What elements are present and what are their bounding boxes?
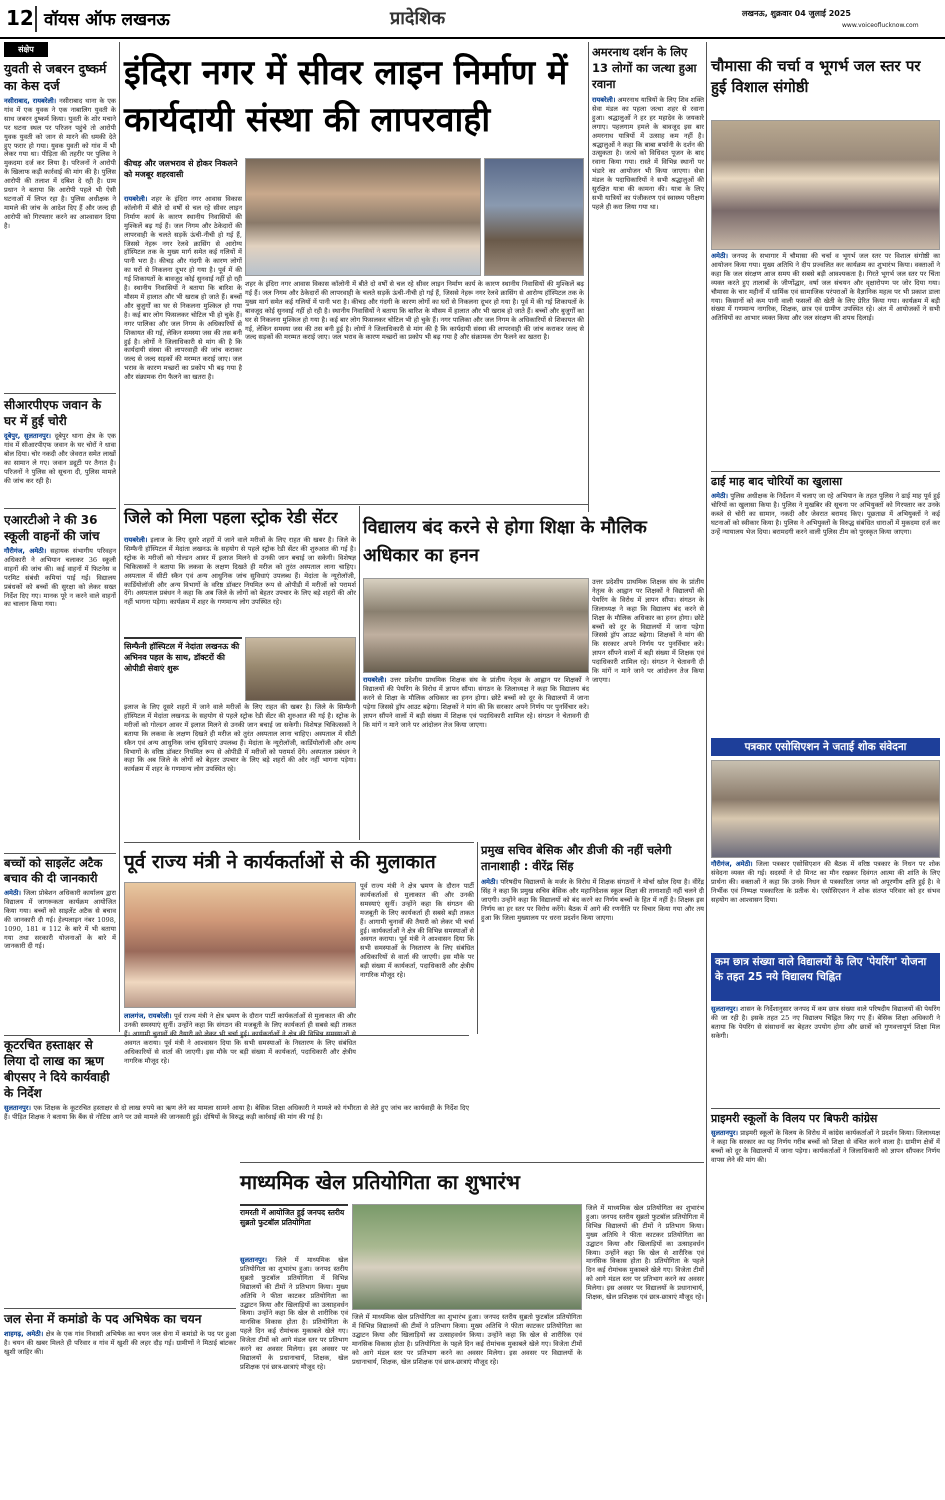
masthead — [0, 0, 945, 38]
pairing-dateline: सुलतानपुर। — [711, 1005, 738, 1013]
minister-photo — [124, 882, 356, 1008]
school-body-col2 — [592, 578, 704, 840]
brief-5-dateline: सुलतानपुर। — [4, 1104, 31, 1112]
brief-1-dateline: नसीराबाद, रायबरेली। — [4, 97, 57, 105]
theft-headline: ढाई माह बाद चोरियों का खुलासा — [711, 475, 843, 488]
brief-2-body: दूबेपुर थाना क्षेत्र के एक गांव में सीआरपीएफ जवान के घर चोरों ने धावा बोल दिया। चोर नकदी और जेवरात समेत लाखों का सामान ले गए। जवान ड्यूटी पर तैनात है। परिजनों ने पुलिस को सूचना दी, पुलिस मामले की जांच कर रही है। — [4, 432, 116, 485]
issue-date: लखनऊ, शुक्रवार 04 जुलाई 2025 — [742, 9, 852, 18]
brief-4 — [4, 856, 116, 1034]
dictatorship-body: परिषदीय विद्यालयों के मर्जर के विरोध में शिक्षक संगठनों ने मोर्चा खोल दिया है। वीरेंद्र सिंह ने कहा कि प्रमुख सचिव बेसिक और महानिदेशक स्कूल शिक्षा की तानाशाही नहीं चलने दी जाएगी। उन्होंने कहा कि विद्यालयों को बंद करने का निर्णय बच्चों के हित में नहीं है। शिक्षक इस निर्णय का हर स्तर पर विरोध करेंगे। बैठक में आगे की रणनीति पर विचार किया गया और तय हुआ कि जिला मुख्यालय पर धरना प्रदर्शन किया जाएगा। — [481, 878, 704, 922]
sports-dateline: सुलतानपुर। — [240, 1256, 267, 1264]
minister-body-col1 — [124, 1012, 356, 1065]
sports-body-col1 — [240, 1256, 348, 1496]
stroke-photo — [245, 637, 356, 701]
brief-4-body: जिला प्रोबेशन अधिकारी कार्यालय द्वारा विद्यालय में जागरूकता कार्यक्रम आयोजित किया गया। बच्चों को साइलेंट अटैक से बचाव की जानकारी दी गई। हेल्पलाइन नंबर 1098, 1090, 181 व 112 के बारे में भी बताया गया तथा सरकारी योजनाओं के बारे में जानकारी दी गई। — [4, 889, 116, 951]
brief-1-body: नसीराबाद थाना के एक गांव में एक युवक ने एक नाबालिग युवती के साथ जबरन दुष्कर्म किया। युवती के शोर मचाने पर घटना स्थल पर परिजन पहुंचे तो आरोपी युवक युवती को जान से मारने की धमकी देते हुए फरार हो गया। युवक युवती को गांव में भी लेकर गया था। पीड़िता की तहरीर पर पुलिस ने मुकदमा दर्ज कर लिया है। परिजनों ने आरोपी के खिलाफ कड़ी कार्रवाई की मांग की है। पुलिस आरोपी की तलाश में दबिश दे रही है। ग्राम प्रधान ने बताया कि आरोपी पहले भी ऐसी घटनाओं में लिप्त रहा है। पुलिस अधीक्षक ने मामले की जांच के आदेश दिए हैं और जल्द ही आरोपी को गिरफ्तार करने का आश्वासन दिया है। — [4, 97, 116, 230]
sports-subhead-box — [240, 1204, 348, 1252]
theft-story — [711, 474, 940, 714]
stroke-body-cont: इलाज के लिए दूसरे शहरों में जाने वाले मरीजों के लिए राहत की खबर है। जिले के सिम्फैनी हॉस्पिटल में मेदांता लखनऊ के सहयोग से पहले स्ट्रोक रेडी सेंटर की शुरुआत की गई है। स्ट्रोक के मरीजों को गोल्डन आवर में इलाज मिलने से उनकी जान बचाई जा सकेगी। विशेषज्ञ चिकित्सकों ने बताया कि लकवा के लक्षण दिखते ही मरीज को तुरंत अस्पताल लाना चाहिए। अस्पताल में सीटी स्कैन एवं अन्य आधुनिक जांच सुविधाएं उपलब्ध हैं। मेदांता के न्यूरोलॉजी, कार्डियोलॉजी और अन्य विभागों के वरिष्ठ डॉक्टर नियमित रूप से ओपीडी में मरीजों को परामर्श देंगे। अस्पताल प्रबंधन ने कहा कि अब जिले के लोगों को बेहतर उपचार के लिए बड़े शहरों की ओर नहीं भागना पड़ेगा। कार्यक्रम में शहर के गणमान्य लोग उपस्थित रहे। — [124, 703, 356, 774]
journalist-dateline: गौरीगंज, अमेठी। — [711, 860, 753, 868]
primary-story — [711, 1111, 940, 1301]
page-number: 12 — [6, 6, 34, 30]
brief-3-headline: एआरटीओ ने की 36 स्कूली वाहनों की जांच — [4, 513, 100, 543]
lead-headline: इंदिरा नगर में सीवर लाइन निर्माण में कार्यदायी संस्था की लापरवाही — [124, 53, 568, 140]
sports-photo — [352, 1204, 582, 1310]
brief-2-dateline: दूबेपुर, सुलतानपुर। — [4, 432, 51, 440]
stroke-headline: जिले को मिला पहला स्ट्रोक रेडी सेंटर — [124, 508, 338, 527]
sports-body-cont: जिले में माध्यमिक खेल प्रतियोगिता का शुभारंभ हुआ। जनपद स्तरीय सुब्रतो फुटबॉल प्रतियोगिता में विभिन्न विद्यालयों की टीमों ने प्रतिभाग किया। मुख्य अतिथि ने फीता काटकर प्रतियोगिता का उद्घाटन किया और खिलाड़ियों का उत्साहवर्धन किया। उन्होंने कहा कि खेल से शारीरिक एवं मानसिक विकास होता है। प्रतियोगिता के पहले दिन कई रोमांचक मुकाबले खेले गए। विजेता टीमों को आगे मंडल स्तर पर प्रतिभाग करने का अवसर मिलेगा। इस अवसर पर विद्यालयों के प्रधानाचार्य, शिक्षक, खेल प्रशिक्षक एवं छात्र-छात्राएं मौजूद रहे। — [352, 1313, 582, 1366]
pairing-body: शासन के निर्देशानुसार जनपद में कम छात्र संख्या वाले परिषदीय विद्यालयों की पेयरिंग की जा रही है। इसके तहत 25 नए विद्यालय चिह्नित किए गए हैं। बेसिक शिक्षा अधिकारी ने बताया कि पेयरिंग से संसाधनों का बेहतर उपयोग होगा और छात्रों को गुणवत्तापूर्ण शिक्षा मिल सकेगी। — [711, 1005, 940, 1040]
brief-3-body: सहायक संभागीय परिवहन अधिकारी ने अभियान चलाकर 36 स्कूली वाहनों की जांच की। कई वाहनों में फिटनेस व परमिट संबंधी कमियां पाई गईं। विद्यालय प्रबंधकों को बच्चों की सुरक्षा को लेकर सख्त निर्देश दिए गए। मानक पूरे न करने वाले वाहनों का चालान किया गया। — [4, 547, 116, 609]
minister-body-cont: पूर्व राज्य मंत्री ने क्षेत्र भ्रमण के दौरान पार्टी कार्यकर्ताओं से मुलाकात की और उनकी समस्याएं सुनीं। उन्होंने कहा कि संगठन की मजबूती के लिए कार्यकर्ता ही सबसे बड़ी ताकत हैं। आगामी चुनावों की तैयारी को लेकर भी चर्चा हुई। कार्यकर्ताओं ने क्षेत्र की विभिन्न समस्याओं से अवगत कराया। पूर्व मंत्री ने आश्वासन दिया कि सभी समस्याओं के निस्तारण के लिए संबंधित अधिकारियों से वार्ता की जाएगी। इस मौके पर बड़ी संख्या में कार्यकर्ता, पदाधिकारी और क्षेत्रीय नागरिक मौजूद रहे। — [360, 882, 474, 980]
journalist-headline-box — [711, 738, 940, 756]
stroke-body-bottom — [124, 703, 356, 840]
primary-dateline: सुलतानपुर। — [711, 1129, 738, 1137]
paper-name: वॉयस ऑफ लखनऊ — [44, 10, 170, 30]
stroke-dateline: रायबरेली। — [124, 536, 148, 544]
stroke-body-top — [124, 536, 356, 634]
masthead-rule — [0, 37, 945, 39]
school-dateline: रायबरेली। — [363, 676, 387, 684]
section-title: प्रादेशिक — [390, 8, 446, 29]
sports-body: जिले में माध्यमिक खेल प्रतियोगिता का शुभारंभ हुआ। जनपद स्तरीय सुब्रतो फुटबॉल प्रतियोगिता में विभिन्न विद्यालयों की टीमों ने प्रतिभाग किया। मुख्य अतिथि ने फीता काटकर प्रतियोगिता का उद्घाटन किया और खिलाड़ियों का उत्साहवर्धन किया। उन्होंने कहा कि खेल से शारीरिक एवं मानसिक विकास होता है। प्रतियोगिता के पहले दिन कई रोमांचक मुकाबले खेले गए। विजेता टीमों को आगे मंडल स्तर पर प्रतिभाग करने का अवसर मिलेगा। इस अवसर पर विद्यालयों के प्रधानाचार्य, शिक्षक, खेल प्रशिक्षक एवं छात्र-छात्राएं मौजूद रहे। — [240, 1256, 348, 1371]
sports-headline: माध्यमिक खेल प्रतियोगिता का शुभारंभ — [240, 1170, 520, 1194]
brief-1-headline: युवती से जबरन दुष्कर्म का केस दर्ज — [4, 61, 107, 93]
brief-6-headline: जल सेना में कमांडो के पद अभिषेक का चयन — [4, 1312, 202, 1326]
minister-body-col2 — [360, 882, 474, 1032]
lead-subhead-box — [124, 158, 242, 192]
school-photo — [363, 578, 589, 673]
lead-dateline: रायबरेली। — [124, 195, 148, 203]
minister-dateline: लालगंज, रायबरेली। — [124, 1012, 172, 1020]
theft-dateline: अमेठी। — [711, 492, 729, 500]
sports-body-col3 — [586, 1204, 704, 1496]
lead-body-col2 — [245, 280, 584, 502]
minister-headline: पूर्व राज्य मंत्री ने कार्यकर्ताओं से की मुलाकात — [124, 851, 436, 873]
website: www.voiceoflucknow.com — [842, 22, 919, 29]
brief-3 — [4, 512, 116, 830]
lead-body-col1 — [124, 195, 242, 502]
stroke-subhead: सिम्फैनी हॉस्पिटल में नेदांता लखनऊ की अभिनव पहल के साथ, डॉक्टरों की ओपीडी सेवाएं शुरू — [124, 642, 240, 673]
brief-6-dateline: शाहगढ़, अमेठी। — [4, 1330, 44, 1338]
school-body: उत्तर प्रदेशीय प्राथमिक शिक्षक संघ के प्रांतीय नेतृत्व के आह्वान पर शिक्षकों ने विद्यालयों की पेयरिंग के विरोध में ज्ञापन सौंपा। संगठन के जिलाध्यक्ष ने कहा कि विद्यालय बंद करने से शिक्षा के मौलिक अधिकार का हनन होगा। छोटे बच्चों को दूर के विद्यालयों में जाना पड़ेगा जिससे ड्रॉप आउट बढ़ेगा। शिक्षकों ने मांग की कि सरकार अपने निर्णय पर पुनर्विचार करे। ज्ञापन सौंपने वालों में बड़ी संख्या में शिक्षक एवं पदाधिकारी शामिल रहे। संगठन ने चेतावनी दी कि मांगें न माने जाने पर आंदोलन तेज किया जाएगा। — [363, 676, 589, 729]
brief-6-body: क्षेत्र के एक गांव निवासी अभिषेक का चयन जल सेना में कमांडो के पद पर हुआ है। चयन की खबर मिलते ही परिवार व गांव में खुशी की लहर दौड़ गई। ग्रामीणों ने मिठाई बांटकर खुशी जाहिर की। — [4, 1330, 236, 1356]
sports-body-cont2: जिले में माध्यमिक खेल प्रतियोगिता का शुभारंभ हुआ। जनपद स्तरीय सुब्रतो फुटबॉल प्रतियोगिता में विभिन्न विद्यालयों की टीमों ने प्रतिभाग किया। मुख्य अतिथि ने फीता काटकर प्रतियोगिता का उद्घाटन किया और खिलाड़ियों का उत्साहवर्धन किया। उन्होंने कहा कि खेल से शारीरिक एवं मानसिक विकास होता है। प्रतियोगिता के पहले दिन कई रोमांचक मुकाबले खेले गए। विजेता टीमों को आगे मंडल स्तर पर प्रतिभाग करने का अवसर मिलेगा। इस अवसर पर विद्यालयों के प्रधानाचार्य, शिक्षक, खेल प्रशिक्षक एवं छात्र-छात्राएं मौजूद रहे। — [586, 1204, 704, 1302]
school-body-col1 — [363, 676, 589, 840]
primary-body: प्राइमरी स्कूलों के विलय के विरोध में कांग्रेस कार्यकर्ताओं ने प्रदर्शन किया। जिलाध्यक्ष ने कहा कि सरकार का यह निर्णय गरीब बच्चों को शिक्षा से वंचित करने वाला है। ग्रामीण क्षेत्रों में बच्चों को दूर के विद्यालयों में जाना पड़ेगा। कार्यकर्ताओं ने जिलाधिकारी को ज्ञापन सौंपकर निर्णय वापस लेने की मांग की। — [711, 1129, 940, 1164]
pairing-headline: कम छात्र संख्या वाले विद्यालयों के लिए 'पेयरिंग' योजना के तहत 25 नये विद्यालय चिह्नित — [715, 956, 927, 983]
brief-5-headline: कूटरचित हस्ताक्षर से लिया दो लाख का ऋण बीएसए ने दिये कार्यवाही के निर्देश — [4, 1038, 110, 1100]
chaumasa-dateline: अमेठी। — [711, 252, 729, 260]
dictatorship-headline: प्रमुख सचिव बेसिक और डीजी की नहीं चलेगी तानाशाही : वीरेंद्र सिंह — [481, 843, 672, 873]
lead-body: शहर के इंदिरा नगर आवास विकास कॉलोनी में बीते दो वर्षों से चल रहे सीवर लाइन निर्माण कार्य के कारण स्थानीय निवासियों की मुश्किलें बढ़ गई हैं। जल निगम और ठेकेदारों की लापरवाही के चलते सड़कें ऊंची-नीची हो गई हैं, जिससे नेहरू नगर रेलवे क्रासिंग से आरोग्य हॉस्पिटल तक के मुख्य मार्ग समेत कई गलियों में पानी भरा है। कीचड़ और गंदगी के कारण लोगों का घरों से निकलना दूभर हो गया है। पूर्व में की गई शिकायतों के बावजूद कोई सुनवाई नहीं हो रही है। स्थानीय निवासियों ने बताया कि बारिश के मौसम में हालात और भी खराब हो जाते हैं। बच्चों और बुजुर्गों का घर से निकलना मुश्किल हो गया है। कई बार लोग फिसलकर चोटिल भी हो चुके हैं। नगर पालिका और जल निगम के अधिकारियों से शिकायत की गई, लेकिन समस्या जस की तस बनी हुई है। लोगों ने जिलाधिकारी से मांग की है कि कार्यदायी संस्था की लापरवाही की जांच कराकर जल्द से जल्द सड़कों की मरम्मत कराई जाए। जल भराव के कारण मच्छरों का प्रकोप भी बढ़ गया है और संक्रामक रोग फैलने का खतरा है। — [124, 195, 242, 382]
chaumasa-body: जनपद के सभागार में चौमासा की चर्चा व भूगर्भ जल स्तर पर विशाल संगोष्ठी का आयोजन किया गया। मुख्य अतिथि ने दीप प्रज्वलित कर कार्यक्रम का शुभारंभ किया। वक्ताओं ने कहा कि जल संरक्षण आज समय की सबसे बड़ी आवश्यकता है। गिरते भूगर्भ जल स्तर पर चिंता व्यक्त करते हुए तालाबों के जीर्णोद्धार, वर्षा जल संचयन और वृक्षारोपण पर जोर दिया गया। चौमासा के चार महीनों में धार्मिक एवं सामाजिक परंपराओं के वैज्ञानिक महत्व पर भी प्रकाश डाला गया। किसानों को कम पानी वाली फसलों की खेती के लिए प्रेरित किया गया। कार्यक्रम में बड़ी संख्या में गणमान्य नागरिक, शिक्षक, छात्र एवं ग्रामीण उपस्थित रहे। अंत में आयोजकों ने सभी अतिथियों का आभार व्यक्त किया और जल संरक्षण की शपथ दिलाई। — [711, 252, 940, 323]
brief-4-headline: बच्चों को साइलेंट अटैक बचाव की दी जानकारी — [4, 856, 103, 885]
chaumasa-photo — [711, 120, 940, 250]
brief-2-headline: सीआरपीएफ जवान के घर में हुई चोरी — [4, 398, 102, 428]
lead-photo-2 — [484, 158, 584, 276]
lead-photo — [245, 158, 481, 276]
theft-body: पुलिस अधीक्षक के निर्देशन में चलाए जा रहे अभियान के तहत पुलिस ने ढाई माह पूर्व हुई चोरियों का खुलासा किया है। पुलिस ने मुखबिर की सूचना पर अभियुक्तों को गिरफ्तार कर उनके कब्जे से चोरी का सामान, नकदी और जेवरात बरामद किए। पूछताछ में अभियुक्तों ने कई घटनाओं को स्वीकार किया है। पुलिस ने अभियुक्तों के विरुद्ध संबंधित धाराओं में मुकदमा दर्ज कर उन्हें न्यायालय भेज दिया। बरामदगी करने वाली पुलिस टीम को पुरस्कृत किया जाएगा। — [711, 492, 940, 536]
brief-1 — [4, 60, 116, 392]
journalist-body-box — [711, 860, 940, 950]
sports-subhead: रामरती में आयोजित हुई जनपद स्तरीय सुब्रतो फुटबॉल प्रतियोगिता — [240, 1208, 345, 1227]
brief-6 — [4, 1311, 236, 1496]
brief-5-body: एक शिक्षक के कूटरचित हस्ताक्षर से दो लाख रुपये का ऋण लेने का मामला सामने आया है। बेसिक शिक्षा अधिकारी ने मामले को गंभीरता से लेते हुए जांच कर कार्यवाही के निर्देश दिए हैं। पीड़ित शिक्षक ने बताया कि बैंक से नोटिस आने पर उसे मामले की जानकारी हुई। दोषियों के विरुद्ध कड़ी कार्रवाई की मांग की गई है। — [4, 1104, 469, 1121]
journalist-body: जिला पत्रकार एसोसिएशन की बैठक में वरिष्ठ पत्रकार के निधन पर शोक संवेदना व्यक्त की गई। सदस्यों ने दो मिनट का मौन रखकर दिवंगत आत्मा की शांति के लिए प्रार्थना की। वक्ताओं ने कहा कि उनके निधन से पत्रकारिता जगत को अपूरणीय क्षति हुई है। वे निर्भीक एवं निष्पक्ष पत्रकारिता के प्रतीक थे। एसोसिएशन ने शोक संतप्त परिवार को हर संभव सहयोग का आश्वासन दिया। — [711, 860, 940, 904]
journalist-photo — [711, 760, 940, 858]
amarnath-headline: अमरनाथ दर्शन के लिए 13 लोगों का जत्था हुआ रवाना — [592, 45, 697, 91]
brief-4-dateline: अमेठी। — [4, 889, 22, 897]
stroke-subhead-box — [124, 637, 242, 699]
minister-body: पूर्व राज्य मंत्री ने क्षेत्र भ्रमण के दौरान पार्टी कार्यकर्ताओं से मुलाकात की और उनकी समस्याएं सुनीं। उन्होंने कहा कि संगठन की मजबूती के लिए कार्यकर्ता ही सबसे बड़ी ताकत हैं। आगामी चुनावों की तैयारी को लेकर भी चर्चा हुई। कार्यकर्ताओं ने क्षेत्र की विभिन्न समस्याओं से अवगत कराया। पूर्व मंत्री ने आश्वासन दिया कि सभी समस्याओं के निस्तारण के लिए संबंधित अधिकारियों से वार्ता की जाएगी। इस मौके पर बड़ी संख्या में कार्यकर्ता, पदाधिकारी और क्षेत्रीय नागरिक मौजूद रहे। — [124, 1012, 356, 1065]
school-body-cont: उत्तर प्रदेशीय प्राथमिक शिक्षक संघ के प्रांतीय नेतृत्व के आह्वान पर शिक्षकों ने विद्यालयों की पेयरिंग के विरोध में ज्ञापन सौंपा। संगठन के जिलाध्यक्ष ने कहा कि विद्यालय बंद करने से शिक्षा के मौलिक अधिकार का हनन होगा। छोटे बच्चों को दूर के विद्यालयों में जाना पड़ेगा जिससे ड्रॉप आउट बढ़ेगा। शिक्षकों ने मांग की कि सरकार अपने निर्णय पर पुनर्विचार करे। ज्ञापन सौंपने वालों में बड़ी संख्या में शिक्षक एवं पदाधिकारी शामिल रहे। संगठन ने चेतावनी दी कि मांगें न माने जाने पर आंदोलन तेज किया जाएगा। — [592, 578, 704, 684]
dictatorship-story — [481, 842, 704, 1034]
chaumasa-headline: चौमासा की चर्चा व भूगर्भ जल स्तर पर हुई विशाल संगोष्ठी — [711, 57, 921, 96]
lead-body-cont: शहर के इंदिरा नगर आवास विकास कॉलोनी में बीते दो वर्षों से चल रहे सीवर लाइन निर्माण कार्य के कारण स्थानीय निवासियों की मुश्किलें बढ़ गई हैं। जल निगम और ठेकेदारों की लापरवाही के चलते सड़कें ऊंची-नीची हो गई हैं, जिससे नेहरू नगर रेलवे क्रासिंग से आरोग्य हॉस्पिटल तक के मुख्य मार्ग समेत कई गलियों में पानी भरा है। कीचड़ और गंदगी के कारण लोगों का घरों से निकलना दूभर हो गया है। पूर्व में की गई शिकायतों के बावजूद कोई सुनवाई नहीं हो रही है। स्थानीय निवासियों ने बताया कि बारिश के मौसम में हालात और भी खराब हो जाते हैं। बच्चों और बुजुर्गों का घर से निकलना मुश्किल हो गया है। कई बार लोग फिसलकर चोटिल भी हो चुके हैं। नगर पालिका और जल निगम के अधिकारियों से शिकायत की गई, लेकिन समस्या जस की तस बनी हुई है। लोगों ने जिलाधिकारी से मांग की है कि कार्यदायी संस्था की लापरवाही की जांच कराकर जल्द से जल्द सड़कों की मरम्मत कराई जाए। जल भराव के कारण मच्छरों का प्रकोप भी बढ़ गया है और संक्रामक रोग फैलने का खतरा है। — [245, 280, 584, 342]
amarnath-dateline: रायबरेली। — [592, 96, 616, 104]
dictatorship-dateline: अमेठी। — [481, 878, 499, 886]
journalist-headline: पत्रकार एसोसिएशन ने जताई शोक संवेदना — [744, 741, 907, 753]
lead-subhead: कीचड़ और जलभराव से होकर निकलने को मजबूर शहरवासी — [124, 159, 238, 179]
amarnath-body: अमरनाथ यात्रियों के लिए शिव शक्ति सेवा मंडल का पहला जत्था शहर से रवाना हुआ। श्रद्धालुओं ने हर हर महादेव के जयकारे लगाए। पहलगाम हमले के बावजूद इस बार अमरनाथ यात्रियों में उत्साह कम नहीं है। श्रद्धालुओं ने कहा कि बाबा बर्फानी के दर्शन की उत्सुकता है। जत्थे को विधिवत पूजन के बाद रवाना किया गया। रास्ते में विभिन्न स्थानों पर भंडारे का आयोजन भी किया जाएगा। सेवा मंडल के पदाधिकारियों ने सभी श्रद्धालुओं की सुरक्षित यात्रा की कामना की। यात्रा के लिए सभी यात्रियों का पंजीकरण एवं स्वास्थ्य परीक्षण पहले ही करा लिया गया था। — [592, 96, 704, 211]
brief-3-dateline: गौरीगंज, अमेठी। — [4, 547, 47, 555]
pairing-headline-box — [711, 953, 940, 1001]
amarnath-story — [592, 44, 704, 512]
brief-label: संक्षेप — [4, 42, 48, 57]
school-headline: विद्यालय बंद करने से होगा शिक्षा के मौलिक अधिकार का हनन — [363, 517, 647, 566]
stroke-body: इलाज के लिए दूसरे शहरों में जाने वाले मरीजों के लिए राहत की खबर है। जिले के सिम्फैनी हॉस्पिटल में मेदांता लखनऊ के सहयोग से पहले स्ट्रोक रेडी सेंटर की शुरुआत की गई है। स्ट्रोक के मरीजों को गोल्डन आवर में इलाज मिलने से उनकी जान बचाई जा सकेगी। विशेषज्ञ चिकित्सकों ने बताया कि लकवा के लक्षण दिखते ही मरीज को तुरंत अस्पताल लाना चाहिए। अस्पताल में सीटी स्कैन एवं अन्य आधुनिक जांच सुविधाएं उपलब्ध हैं। मेदांता के न्यूरोलॉजी, कार्डियोलॉजी और अन्य विभागों के वरिष्ठ डॉक्टर नियमित रूप से ओपीडी में मरीजों को परामर्श देंगे। अस्पताल प्रबंधन ने कहा कि अब जिले के लोगों को बेहतर उपचार के लिए बड़े शहरों की ओर नहीं भागना पड़ेगा। कार्यक्रम में शहर के गणमान्य लोग उपस्थित रहे। — [124, 536, 356, 607]
pairing-body-box — [711, 1005, 940, 1105]
sports-body-col2 — [352, 1313, 582, 1496]
chaumasa-body-box — [711, 252, 940, 470]
brief-2 — [4, 397, 116, 507]
primary-headline: प्राइमरी स्कूलों के विलय पर बिफरी कांग्रेस — [711, 1112, 878, 1125]
